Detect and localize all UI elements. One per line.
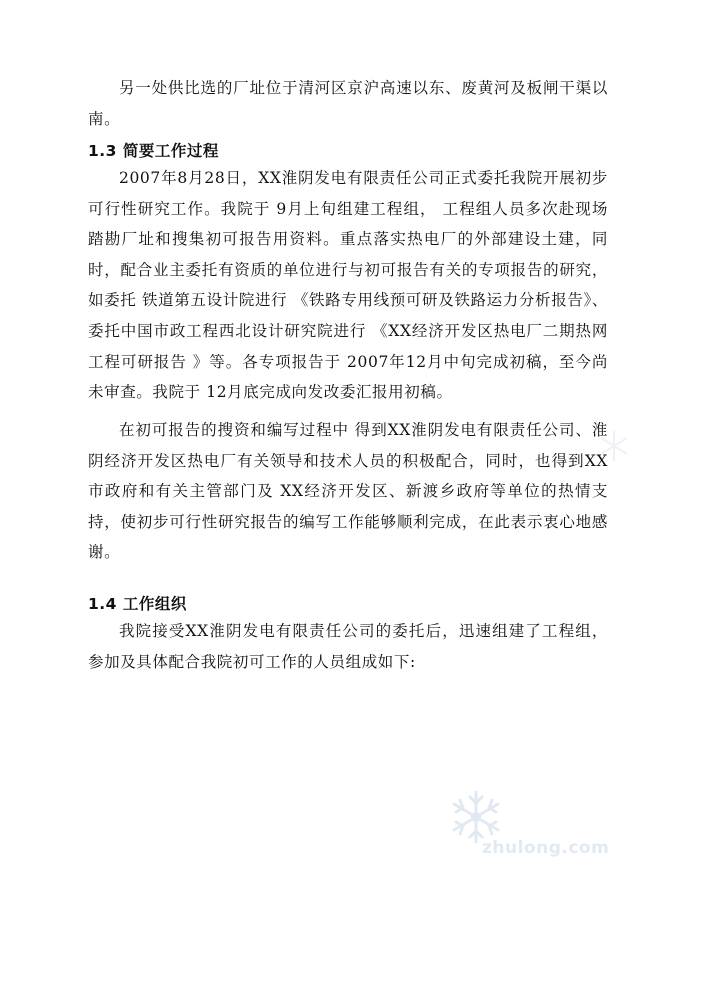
faint-watermark-icon: [596, 428, 632, 464]
section-heading-1-4: 1.4 工作组织: [88, 595, 187, 613]
watermark-text: zhulong.com: [482, 838, 610, 858]
paragraph-work-process: 2007年8月28日，XX淮阴发电有限责任公司正式委托我院开展初步可行性研究工作。我院于 9月上旬组建工程组， 工程组人员多次赴现场踏勘厂址和搜集初可报告用资料。重点落实热电厂的外部建设土建，同时，配合业主委托有资质的单位进行与初可报告有关的专项报告的研究，如委托 铁道第五设计院进行 《铁路专用线预可研及铁路运力分析报告》、委托中国市政工程西北设计研究院进行 《XX经济开发区热电厂二期热网工程可研报告 》等。各专项报告于 2007年12月中旬完成初稿，至今尚未审查。我院于 12月底完成向发改委汇报用初稿。: [88, 169, 608, 402]
watermark: [444, 788, 614, 868]
section-heading-1-3: 1.3 简要工作过程: [88, 142, 219, 160]
paragraph-site-alternative: 另一处供比选的厂址位于清河区京沪高速以东、废黄河及板闸干渠以南。: [88, 79, 608, 128]
paragraph-work-organization: 我院接受XX淮阴发电有限责任公司的委托后，迅速组建了工程组，参加及具体配合我院初可工作的人员组成如下:: [88, 622, 608, 671]
paragraph-acknowledgement: 在初可报告的搜资和编写过程中 得到XX淮阴发电有限责任公司、淮阴经济开发区热电厂有关领导和技术人员的积极配合，同时，也得到XX市政府和有关主管部门及 XX经济开发区、新渡乡政府等单位的热情支持，使初步可行性研究报告的编写工作能够顺利完成，在此表示衷心地感谢。: [88, 421, 608, 562]
